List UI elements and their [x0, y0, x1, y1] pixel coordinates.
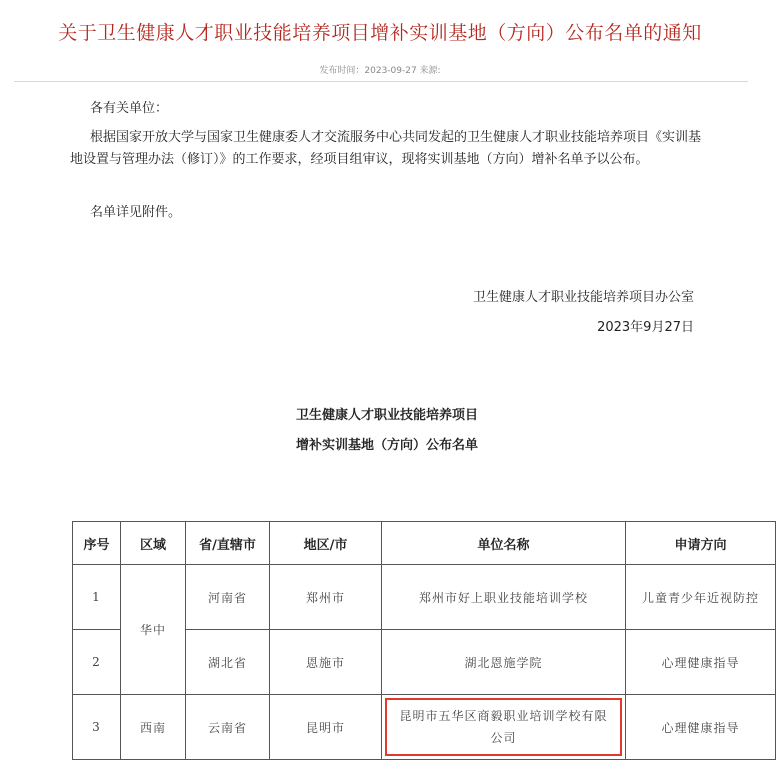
cell-direction: 心理健康指导	[626, 695, 776, 760]
cell-province: 河南省	[186, 565, 270, 630]
cell-unit-name: 郑州市好上职业技能培训学校	[382, 565, 626, 630]
cell-unit-name-highlighted	[382, 695, 626, 760]
list-title-line1: 卫生健康人才职业技能培养项目	[296, 408, 479, 423]
divider	[14, 81, 748, 82]
cell-city: 昆明市	[270, 695, 382, 760]
signature-date: 2023年9月27日	[597, 320, 694, 335]
salutation: 各有关单位：	[90, 101, 169, 116]
header-unit-name: 单位名称	[382, 522, 626, 565]
list-title-line2: 增补实训基地（方向）公布名单	[296, 438, 479, 453]
roster-table	[72, 521, 776, 760]
publish-meta: 发布时间：2023-09-27 来源:	[319, 66, 441, 76]
body-paragraph: 根据国家开放大学与国家卫生健康委人才交流服务中心共同发起的卫生健康人才职业技能培养项目《实训基地设置与管理办法（修订）》的工作要求，经项目组审议，现将实训基地（方向）增补名单予以公布。	[70, 130, 702, 167]
header-index: 序号	[73, 522, 121, 565]
header-province: 省/直辖市	[186, 522, 270, 565]
cell-region: 西南	[121, 695, 186, 760]
cell-city: 郑州市	[270, 565, 382, 630]
header-direction: 申请方向	[626, 522, 776, 565]
body-paragraph-attachment: 名单详见附件。	[90, 205, 182, 220]
cell-index: 1	[73, 565, 121, 630]
table-row	[73, 695, 776, 760]
article-title: 关于卫生健康人才职业技能培养项目增补实训基地（方向）公布名单的通知	[58, 22, 702, 44]
cell-direction: 儿童青少年近视防控	[626, 565, 776, 630]
table-header-row	[73, 522, 776, 565]
unit-name-text: 昆明市五华区商毅职业培训学校有限公司	[399, 709, 608, 745]
cell-city: 恩施市	[270, 630, 382, 695]
table-row	[73, 565, 776, 630]
header-city: 地区/市	[270, 522, 382, 565]
cell-index: 3	[73, 695, 121, 760]
cell-unit-name: 湖北恩施学院	[382, 630, 626, 695]
cell-province: 云南省	[186, 695, 270, 760]
cell-direction: 心理健康指导	[626, 630, 776, 695]
signature-organization: 卫生健康人才职业技能培养项目办公室	[472, 290, 694, 305]
cell-region: 华中	[121, 565, 186, 695]
header-region: 区域	[121, 522, 186, 565]
cell-province: 湖北省	[186, 630, 270, 695]
cell-index: 2	[73, 630, 121, 695]
